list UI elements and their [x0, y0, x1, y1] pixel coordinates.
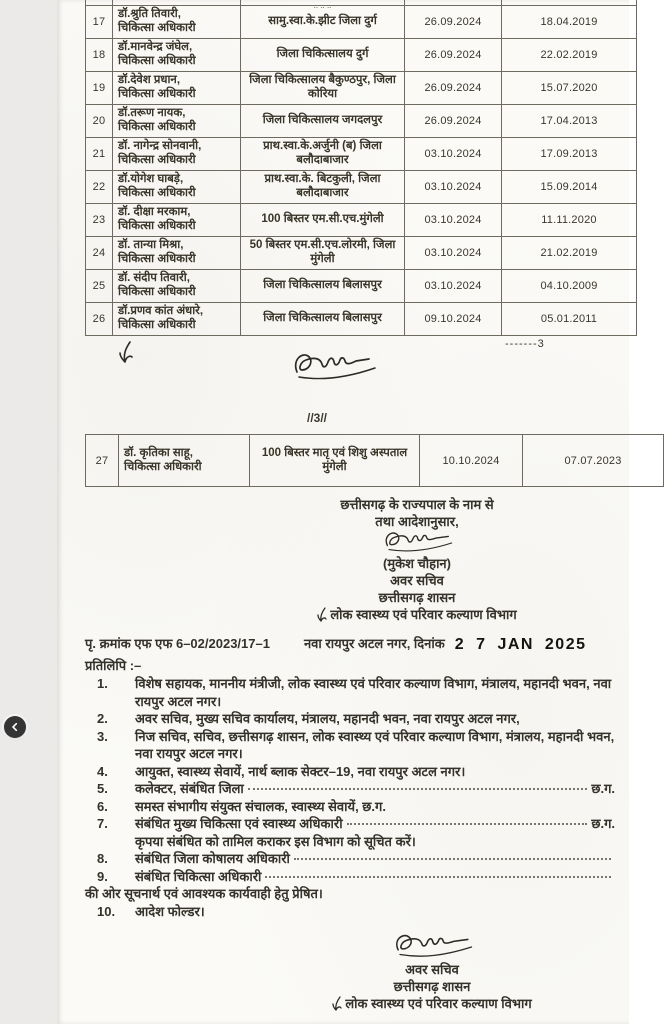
table-row [86, 269, 637, 302]
place-date-label: नवा रायपुर अटल नगर, दिनांक [303, 636, 445, 651]
order-date-cell: 03.10.2024 [405, 203, 502, 236]
name-cell [113, 236, 241, 269]
list-item [85, 868, 615, 886]
item-text: संबंधित चिकित्सा अधिकारी [135, 868, 262, 884]
officer-name: डॉ.देवेश प्रधान, [118, 74, 181, 86]
forwarding-line: की ओर सूचनार्थ एवं आवश्यक कार्यवाही हेतु प्रेषित। [85, 886, 323, 901]
order-date-cell: 26.09.2024 [405, 71, 502, 104]
signature-bottom [386, 931, 478, 963]
name-cell [113, 137, 241, 170]
table-row [86, 170, 637, 203]
table-row [86, 137, 637, 170]
order-date-cell: 03.10.2024 [405, 137, 502, 170]
table-row [86, 236, 637, 269]
signatory-govt: छत्तीसगढ़ शासन [378, 590, 456, 605]
posting-cell: जिला चिकित्सालय दुर्ग [241, 38, 405, 71]
order-date-cell: 09.10.2024 [405, 302, 502, 335]
officer-designation: चिकित्सा अधिकारी [118, 54, 196, 67]
clipped-text-fragment: .. .. .. [313, 0, 332, 10]
officer-name: डॉ.योगेश घाबड़े, [118, 173, 184, 185]
name-cell [119, 435, 250, 487]
joining-date-cell: 17.04.2013 [502, 104, 637, 137]
officer-name: डॉ. नागेन्द्र सोनवानी, [118, 140, 202, 152]
signatory-department: लोक स्वास्थ्य एवं परिवार कल्याण विभाग [345, 996, 532, 1011]
item-text: निज सचिव, सचिव, छत्तीसगढ़ शासन, लोक स्वास्थ्य एवं परिवार कल्याण विभाग, मंत्रालय, महानदी भवन, नवा रायपुर अटल नगर। [135, 728, 615, 761]
table-row [86, 38, 637, 71]
list-item [85, 903, 615, 921]
posting-cell: जिला चिकित्सालय बिलासपुर [241, 269, 405, 302]
posting-cell: 50 बिस्तर एम.सी.एच.लोरमी, जिला मुंगेली [241, 236, 405, 269]
item-number: 2. [97, 711, 108, 726]
officer-name: डॉ.श्रुति तिवारी, [118, 8, 181, 20]
officer-name: डॉ.प्रणव कांत अंधारे, [118, 305, 204, 317]
officer-table-body [86, 0, 637, 335]
chevron-left-icon [9, 721, 21, 733]
table-row [86, 104, 637, 137]
officer-table [85, 0, 637, 336]
posting-cell: प्राथ.स्वा.के.अर्जुनी (ब) जिला बलौदाबाजार [241, 137, 405, 170]
authority-line-2: तथा आदेशानुसार, [375, 514, 459, 529]
serial-cell: 19 [86, 71, 113, 104]
joining-date-cell: 15.07.2020 [502, 71, 637, 104]
signatory-name: (मुकेश चौहान) [383, 556, 451, 571]
item-text: आयुक्त, स्वास्थ्य सेवायें, नार्थ ब्लाक सेक्टर–19, नवा रायपुर अटल नगर। [135, 763, 466, 779]
signatory-designation: अवर सचिव [390, 573, 444, 588]
serial-cell: 21 [86, 137, 113, 170]
order-authority-block [252, 496, 582, 623]
signature-secretary [374, 529, 460, 557]
back-button[interactable] [4, 716, 26, 738]
item-text: आदेश फोल्डर। [135, 903, 205, 919]
serial-cell: 17 [86, 5, 113, 38]
name-cell [113, 203, 241, 236]
officer-name: डॉ.मानवेन्द्र जंघेल, [118, 41, 193, 53]
posting-cell: जिला चिकित्सालय बैकुण्ठपुर, जिला कोरिया [241, 71, 405, 104]
page-number-dashes: -------3 [505, 338, 545, 350]
ref-number: पृ. क्रमांक एफ एफ 6–02/2023/17–1 [85, 636, 270, 651]
joining-date-cell: 22.02.2019 [502, 38, 637, 71]
pen-mark-icon [117, 340, 137, 370]
scanned-page [57, 0, 629, 1024]
officer-designation: चिकित्सा अधिकारी [118, 21, 196, 34]
copy-to-label: प्रतिलिपि :– [85, 658, 142, 673]
authority-line-1: छत्तीसगढ़ के राज्यपाल के नाम से [340, 497, 494, 512]
list-item [85, 815, 615, 850]
serial-cell: 23 [86, 203, 113, 236]
posting-cell: जिला चिकित्सालय जगदलपुर [241, 104, 405, 137]
name-cell [113, 269, 241, 302]
item-number: 1. [97, 676, 108, 691]
item-number: 10. [97, 903, 116, 919]
name-cell [113, 104, 241, 137]
item-text: समस्त संभागीय संयुक्त संचालक, स्वास्थ्य सेवायें, छ.ग. [135, 798, 386, 814]
officer-designation: चिकित्सा अधिकारी [118, 285, 196, 298]
item-number: 4. [97, 763, 108, 779]
order-date-cell: 26.09.2024 [405, 5, 502, 38]
signatory-govt: छत्तीसगढ़ शासन [393, 979, 471, 994]
signatory-designation: अवर सचिव [405, 962, 459, 977]
joining-date-cell: 15.09.2014 [502, 170, 637, 203]
officer-name: डॉ. दीक्षा मरकाम, [118, 206, 191, 218]
posting-cell: 100 बिस्तर मातृ एवं शिशु अस्पताल मुंगेली [250, 435, 420, 487]
bottom-signature-block [272, 931, 592, 1012]
signature-middle [285, 348, 381, 388]
serial-cell: 27 [86, 435, 119, 487]
item-text: संबंधित मुख्य चिकित्सा एवं स्वास्थ्य अधिकारी [135, 816, 343, 831]
officer-name: डॉ. तान्या मिश्रा, [118, 239, 184, 251]
list-item [85, 675, 615, 710]
officer-designation: चिकित्सा अधिकारी [118, 153, 196, 166]
serial-cell: 20 [86, 104, 113, 137]
serial-cell: 26 [86, 302, 113, 335]
officer-designation: चिकित्सा अधिकारी [124, 460, 202, 473]
posting-cell: सामु.स्वा.के.झीट जिला दुर्ग [241, 5, 405, 38]
list-item [85, 728, 615, 763]
pen-check-icon [317, 607, 328, 623]
officer-designation: चिकित्सा अधिकारी [118, 318, 196, 331]
name-cell [113, 38, 241, 71]
item-continuation: कृपया संबंधित को तामिल कराकर इस विभाग को सूचित करें। [135, 833, 416, 849]
joining-date-cell: 04.10.2009 [502, 269, 637, 302]
table-row [86, 203, 637, 236]
joining-date-cell: 21.02.2019 [502, 236, 637, 269]
item-number: 8. [97, 851, 108, 866]
joining-date-cell: 07.07.2023 [523, 435, 664, 487]
posting-cell: जिला चिकित्सालय बिलासपुर [241, 302, 405, 335]
officer-designation: चिकित्सा अधिकारी [118, 120, 196, 133]
item-number: 6. [97, 798, 108, 814]
signatory-department: लोक स्वास्थ्य एवं परिवार कल्याण विभाग [330, 607, 517, 622]
item-number: 5. [97, 781, 108, 796]
list-item [85, 763, 615, 781]
table-row [86, 302, 637, 335]
officer-designation: चिकित्सा अधिकारी [118, 87, 196, 100]
officer-table-continued [85, 434, 664, 487]
name-cell [113, 5, 241, 38]
officer-name: डॉ.तरूण नायक, [118, 107, 186, 119]
pen-check-icon [332, 996, 343, 1012]
endorsement-ref-row [85, 634, 625, 653]
item-text: संबंधित जिला कोषालय अधिकारी [135, 851, 290, 866]
posting-cell: प्राथ.स्वा.के. बिटकुली, जिला बलौदाबाजार [241, 170, 405, 203]
order-date-cell: 03.10.2024 [405, 269, 502, 302]
item-suffix: छ.ग. [591, 781, 615, 796]
serial-cell: 18 [86, 38, 113, 71]
dotted-leader [248, 788, 588, 790]
joining-date-cell: 17.09.2013 [502, 137, 637, 170]
item-suffix: छ.ग. [591, 816, 615, 831]
table-row [86, 71, 637, 104]
order-date-cell: 26.09.2024 [405, 38, 502, 71]
serial-cell: 22 [86, 170, 113, 203]
joining-date-cell: 05.01.2011 [502, 302, 637, 335]
item-number: 7. [97, 816, 108, 831]
serial-cell: 25 [86, 269, 113, 302]
dotted-leader [294, 858, 611, 860]
list-item [85, 850, 615, 868]
officer-designation: चिकित्सा अधिकारी [118, 219, 196, 232]
table-row [86, 5, 637, 38]
serial-cell: 24 [86, 236, 113, 269]
page-marker: //3// [306, 411, 327, 425]
copy-to-list [85, 675, 615, 920]
joining-date-cell: 11.11.2020 [502, 203, 637, 236]
name-cell [113, 170, 241, 203]
table-row [86, 435, 664, 487]
order-date-cell: 03.10.2024 [405, 236, 502, 269]
item-number: 3. [97, 728, 108, 744]
joining-date-cell: 18.04.2019 [502, 5, 637, 38]
list-item [85, 780, 615, 798]
dotted-leader [265, 876, 611, 878]
copy-items-container [85, 675, 615, 885]
item-text: कलेक्टर, संबंधित जिला [135, 781, 244, 796]
item-text: अवर सचिव, मुख्य सचिव कार्यालय, मंत्रालय, महानदी भवन, नवा रायपुर अटल नगर, [135, 711, 520, 726]
officer-name: डॉ. संदीप तिवारी, [118, 272, 190, 284]
stamped-date: 2 7 JAN 2025 [454, 636, 587, 653]
name-cell [113, 71, 241, 104]
list-item [85, 710, 615, 728]
dotted-leader [347, 823, 588, 825]
order-date-cell: 03.10.2024 [405, 170, 502, 203]
item-text: विशेष सहायक, माननीय मंत्रीजी, लोक स्वास्थ्य एवं परिवार कल्याण विभाग, मंत्रालय, महानदी भवन, नवा रायपुर अटल नगर। [135, 676, 612, 709]
officer-designation: चिकित्सा अधिकारी [118, 252, 196, 265]
order-date-cell: 10.10.2024 [420, 435, 523, 487]
officer-designation: चिकित्सा अधिकारी [118, 186, 196, 199]
item-number: 9. [97, 868, 108, 884]
order-date-cell: 26.09.2024 [405, 104, 502, 137]
officer-name: डॉ. कृतिका साहू, [124, 447, 193, 459]
name-cell [113, 302, 241, 335]
list-item [85, 798, 615, 816]
posting-cell: 100 बिस्तर एम.सी.एच.मुंगेली [241, 203, 405, 236]
